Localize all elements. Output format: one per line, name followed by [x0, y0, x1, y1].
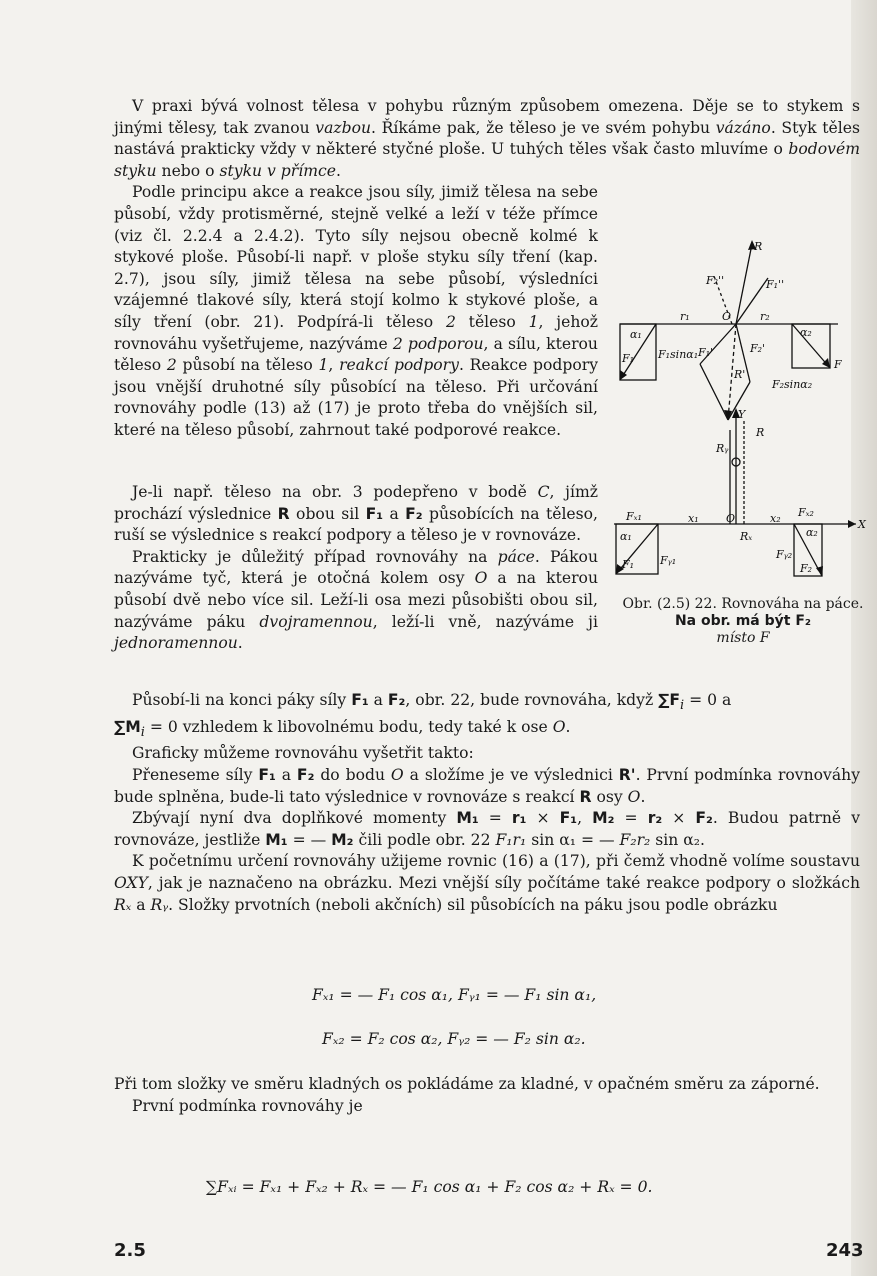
label-F2b: F₂ — [800, 562, 813, 575]
label-Rx: Rₓ — [740, 530, 753, 543]
equation-1: Fₓ₁ = — F₁ cos α₁, Fᵧ₁ = — F₁ sin α₁, — [312, 986, 597, 1004]
paragraph-8: Zbývají nyní dva doplňkové momenty M₁ = r₁ × F₁, M₂ = r₂ × F₂. Budou patrně v rovnováze, jestliže M₁ = — M₂ čili podle obr. 22 F₁r₁ sin α₁ = — F₂r₂ sin α₂. — [114, 809, 861, 849]
label-r1: r₁ — [680, 310, 690, 323]
figure-lever-equilibrium — [600, 222, 870, 602]
lever-diagram — [600, 222, 870, 602]
label-F-right: F — [834, 358, 842, 371]
para-side-1 — [700, 364, 728, 420]
body-text-lower — [114, 690, 860, 916]
label-F1pp: F₁'' — [766, 278, 785, 291]
equation-2: Fₓ₂ = F₂ cos α₂, Fᵧ₂ = — F₂ sin α₂. — [322, 1030, 586, 1048]
paragraph-7: Přeneseme síly F₁ a F₂ do bodu O a složíme je ve výslednici R'. První podmínka rovnováhy bude splněna, bude-li tato výslednice v rovnováze s reakcí R osy O. — [114, 766, 860, 806]
label-F2pp: F₂'' — [706, 274, 725, 287]
label-O-top: O — [722, 310, 732, 323]
label-Fy1: Fᵧ₁ — [660, 554, 677, 567]
label-x1: x₁ — [688, 512, 699, 525]
section-label: 2.5 — [114, 1240, 146, 1261]
label-R-top: R — [754, 240, 763, 253]
label-x2: x₂ — [770, 512, 781, 525]
label-Rp: R' — [734, 368, 746, 381]
paragraph-10: Při tom složky ve směru kladných os pokládáme za kladné, v opačném směru za záporné. — [114, 1075, 820, 1093]
label-a2: α₂ — [800, 326, 812, 339]
paragraph-2: Podle principu akce a reakce jsou síly, jimiž tělesa na sebe působí, vždy protisměrné, stejně velké a leží v téže přímce (viz čl. 2.2.4 a 2.4.2). Tyto síly nejsou obecně kolmé k stykové ploše. Působí-li např. v ploše styku síly tření (kap. 2.7), jsou síly, jimiž tělesa na sebe působí, výsledníci vzájemné tlakové síly, která stojí kolmo k stykové ploše, a síly tření (obr. 21). Podpírá-li těleso 2 těleso 1, jehož rovnováhu vyšetřujeme, nazýváme 2 podporou, a sílu, kterou těleso 2 působí na těleso 1, reakcí podpory. Reakce podpory jsou vnější druhotné síly působící na těleso. Při určování rovnováhy podle (13) až (17) je proto třeba do vnějších sil, které na těleso působí, zahrnout také podporové reakce. — [114, 183, 599, 439]
label-Fx2: Fₓ₂ — [798, 506, 814, 519]
label-r2: r₂ — [760, 310, 770, 323]
label-Y: Y — [738, 408, 746, 421]
label-Ry: Rᵧ — [716, 442, 729, 455]
body-text-final — [114, 1074, 860, 1117]
label-F1sin: F₁sinα₁ — [658, 348, 699, 361]
label-F2p: F₂' — [750, 342, 766, 355]
paragraph-5: Působí-li na konci páky síly F₁ a F₂, obr. 22, bude rovnováha, když $\sum F_i = 0$ a $\sum M_i = 0$ vzhledem k libovolnému bodu, tedy také k ose O. — [114, 691, 732, 740]
label-a1: α₁ — [630, 328, 642, 341]
figure-caption: Obr. (2.5) 22. Rovnováha na páce. Na obr. má být F₂ místo F — [622, 596, 864, 646]
paragraph-6: Graficky můžeme rovnováhu vyšetřit takto: — [132, 744, 474, 763]
paragraph-9: K početnímu určení rovnováhy užijeme rovnic (16) a (17), při čemž vhodně volíme soustavu OXY, jak je naznačeno na obrázku. Mezi vnější síly počítáme také reakce podpory o složkách Rₓ a Rᵧ. Složky prvotních (neboli akčních) sil působících na páku jsou podle obrázku — [114, 852, 860, 914]
label-a1b: α₁ — [620, 530, 632, 543]
body-text-beside-figure — [114, 482, 598, 655]
label-F2sin: F₂sinα₂ — [772, 378, 813, 391]
paragraph-3: Je-li např. těleso na obr. 3 podepřeno v bodě C, jímž prochází výslednice R obou sil F₁ a F₂ působících na těleso, ruší se výslednice s reakcí podpory a těleso je v rovnováze. — [114, 483, 599, 545]
paragraph-4: Prakticky je důležitý případ rovnováhy na páce. Pákou nazýváme tyč, která je otočná kolem osy O a na kterou působí dvě nebo více sil. Leží-li osa mezi působišti obou sil, nazýváme páku dvojramennou, leží-li vně, nazýváme ji jednoramennou. — [114, 547, 599, 653]
label-F1p: F₁' — [698, 346, 714, 359]
page-number: 243 — [826, 1240, 864, 1261]
label-a2b: α₂ — [806, 526, 818, 539]
label-F1b: F₁ — [622, 558, 635, 571]
X-arrowhead — [848, 520, 856, 528]
label-R-mid: R — [756, 426, 765, 439]
label-X: X — [858, 518, 866, 531]
label-O-bot: O — [726, 512, 736, 525]
label-Fy2: Fᵧ₂ — [776, 548, 793, 561]
paragraph-1: V praxi bývá volnost tělesa v pohybu různým způsobem omezena. Děje se to stykem s jinými tělesy, tak zvanou vazbou. Říkáme pak, že těleso je ve svém pohybu vázáno. Styk těles nastává prakticky vždy v některé styčné ploše. U tuhých těles však často mluvíme o bodovém styku nebo o styku v přímce. — [114, 97, 860, 180]
label-Fx1: Fₓ₁ — [626, 510, 642, 523]
paragraph-11: První podmínka rovnováhy je — [132, 1096, 363, 1115]
label-F1: F₁ — [622, 352, 635, 365]
equation-3: ∑Fₓᵢ = Fₓ₁ + Fₓ₂ + Rₓ = — F₁ cos α₁ + F₂ cos α₂ + Rₓ = 0. — [206, 1178, 653, 1196]
